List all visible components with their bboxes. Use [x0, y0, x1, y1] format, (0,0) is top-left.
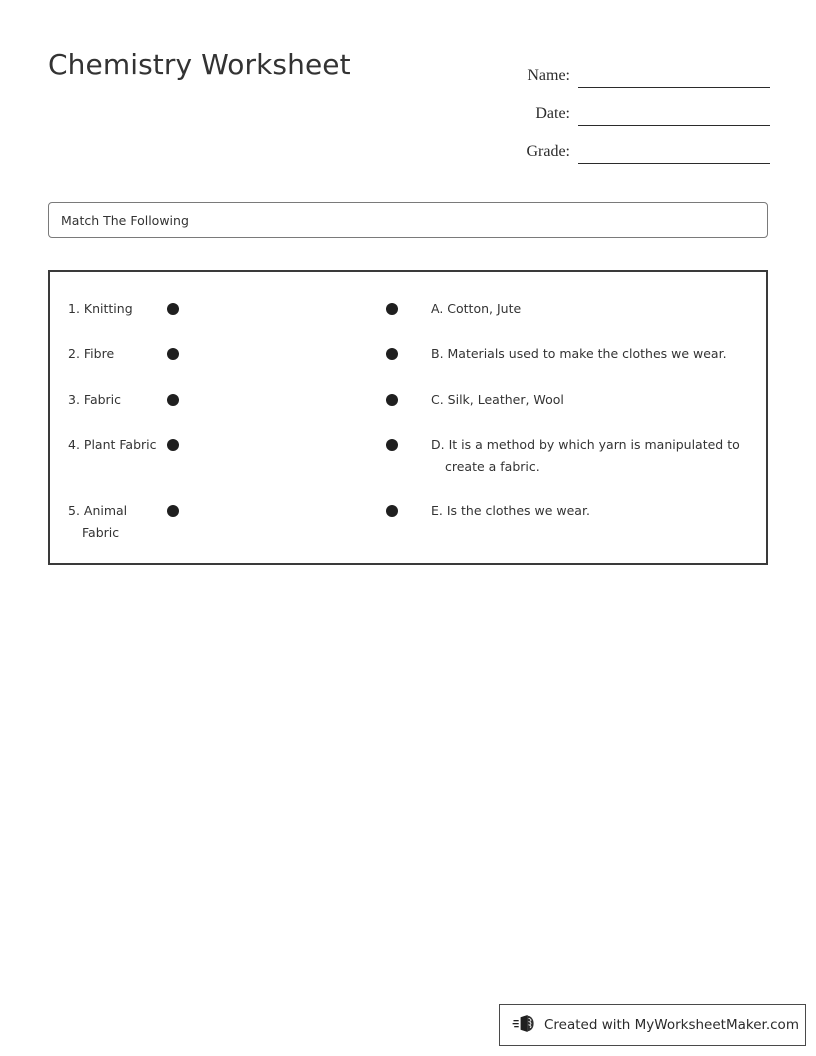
left-column-cell [50, 500, 386, 544]
date-input-line[interactable] [578, 106, 770, 126]
name-label: Name: [527, 67, 570, 84]
worksheet-header [0, 0, 816, 180]
right-column-cell [386, 343, 766, 365]
match-dot-left-3[interactable] [167, 394, 179, 406]
left-column-cell [50, 434, 386, 456]
match-dot-left-1[interactable] [167, 303, 179, 315]
meta-row-name [500, 50, 770, 88]
match-dot-right-b[interactable] [386, 348, 398, 360]
meta-row-date [500, 88, 770, 126]
match-dot-left-4[interactable] [167, 439, 179, 451]
list-item: 1. Knitting [68, 301, 133, 316]
match-dot-right-c[interactable] [386, 394, 398, 406]
instruction-box [48, 202, 768, 238]
grade-input-line[interactable] [578, 144, 770, 164]
matching-exercise-panel [48, 270, 768, 565]
match-dot-right-a[interactable] [386, 303, 398, 315]
list-item: 2. Fibre [68, 346, 115, 361]
match-dot-right-d[interactable] [386, 439, 398, 451]
grade-label: Grade: [526, 143, 570, 160]
match-dot-left-5[interactable] [167, 505, 179, 517]
right-column-cell [386, 500, 766, 522]
right-column-cell [386, 298, 766, 320]
list-item: 5. Animal Fabric [68, 503, 128, 540]
match-row [50, 298, 766, 320]
list-item: A. Cotton, Jute [431, 301, 522, 316]
list-item: E. Is the clothes we wear. [431, 503, 590, 518]
footer-attribution-badge [499, 1004, 806, 1046]
match-row [50, 343, 766, 365]
right-column-cell [386, 389, 766, 411]
list-item: C. Silk, Leather, Wool [431, 392, 564, 407]
list-item: 4. Plant Fabric [68, 437, 157, 452]
left-column-cell [50, 298, 386, 320]
worksheet-maker-logo-icon [512, 1013, 536, 1037]
match-row [50, 389, 766, 411]
name-input-line[interactable] [578, 68, 770, 88]
list-item: 3. Fabric [68, 392, 122, 407]
date-label: Date: [535, 105, 570, 122]
list-item: D. It is a method by which yarn is manipulated to create a fabric. [431, 437, 740, 474]
footer-attribution-text: Created with MyWorksheetMaker.com [544, 1017, 799, 1033]
student-info-block [500, 50, 770, 164]
match-dot-right-e[interactable] [386, 505, 398, 517]
match-row [50, 500, 766, 544]
page-title: Chemistry Worksheet [48, 48, 351, 81]
meta-row-grade [500, 126, 770, 164]
instruction-text: Match The Following [61, 212, 189, 228]
match-row [50, 434, 766, 478]
list-item: B. Materials used to make the clothes we wear. [431, 346, 727, 361]
match-dot-left-2[interactable] [167, 348, 179, 360]
left-column-cell [50, 343, 386, 365]
left-column-cell [50, 389, 386, 411]
right-column-cell [386, 434, 766, 478]
